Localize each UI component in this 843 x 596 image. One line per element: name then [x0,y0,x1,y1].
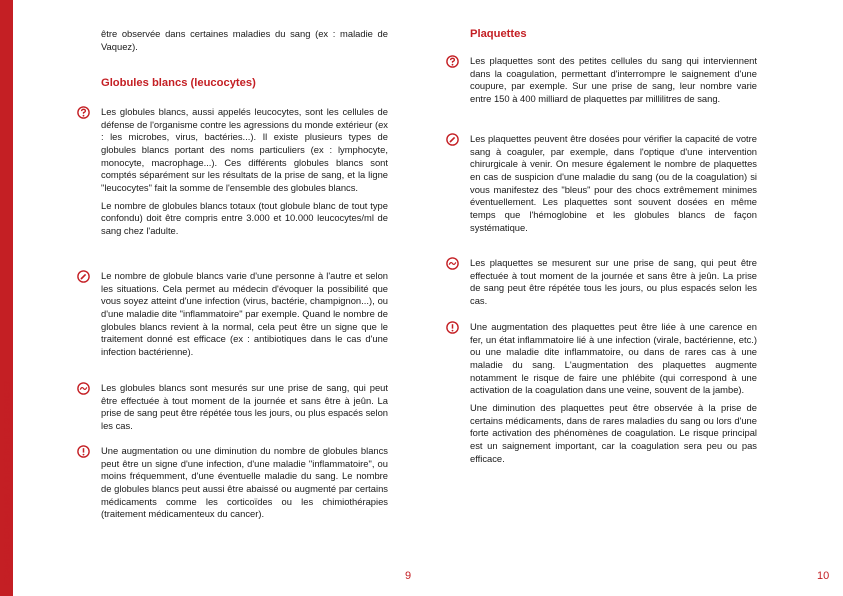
intro-paragraph: être observée dans certaines maladies du sang (ex : maladie de Vaquez). [101,28,388,52]
paragraph: Les plaquettes sont des petites cellules du sang qui interviennent dans la coagulation, permettant d'interrompre le saignement d'une coupure, par exemple. Sur une prise de sang, leur nombre varie entre 150 à 400 milliard de plaquettes par millilitres de sang. [470,55,757,104]
paragraph: Les plaquettes peuvent être dosées pour vérifier la capacité de votre sang à coaguler, par exemple, dans l'optique d'une intervention chirurgicale à venir. On mesure également le nombre de plaquettes en cas de suspicion d'une maladie du sang (ou de la coagulation) si vous manifestez des "bleus" pour des chocs extrêmement minimes éventuellement. Les plaquettes sont souvent dosées en même temps que l'hémoglobine et les globules blancs de façon systématique. [470,133,757,233]
block-definition [101,106,388,238]
page-number-right: 10 [817,570,830,582]
block-warning [101,445,388,521]
paragraph: Le nombre de globule blancs varie d'une personne à l'autre et selon les situations. Cela permet au médecin d'évoquer la possibilité que vous soyez atteint d'une infection (virus, bactérie, champignon...), ou d'une maladie dite "inflammatoire" par exemple. Quand le nombre de globules blancs revient à la normal, cela peut être un signe que le traitement donné est efficace (ex : antibiotiques dans le cas d'une infection bactérienne). [101,270,388,357]
block-interpretation [101,270,388,359]
wave-icon [77,382,90,395]
wave-icon [446,257,459,270]
block-measurement [101,382,388,433]
page-number-left: 9 [405,570,412,582]
block-interpretation [470,133,757,234]
paragraph: Une augmentation des plaquettes peut être liée à une carence en fer, un état inflammatoire lié à une infection (virale, bactérienne, etc.) ou une maladie dite inflammatoire, ou dans de rares cas à une maladie du sang. L'augmentation des plaquettes augmente notamment le risque de faire une phlébite (qui correspond à une activation de la coagulation dans une veine, souvent de la jambe). [470,321,757,396]
block-definition [470,55,757,106]
question-icon [446,55,459,68]
paragraph: Le nombre de globules blancs totaux (tout globule blanc de tout type confondu) doit être compris entre 3.000 et 10.000 leucocytes/ml de sang chez l'adulte. [101,199,388,236]
pencil-icon [446,133,459,146]
block-measurement [470,257,757,308]
pencil-icon [77,270,90,283]
warning-icon [77,445,90,458]
paragraph: Les plaquettes se mesurent sur une prise de sang, qui peut être effectuée à tout moment de la journée et sans être à jeûn. La prise de sang peut être répétée tous les jours, ou plus espacés selon les cas. [470,257,757,306]
paragraph: Les globules blancs sont mesurés sur une prise de sang, qui peut être effectuée à tout moment de la journée et sans être à jeûn. La prise de sang peut être répétée tous les jours, ou plus espacés selon les cas. [101,382,388,431]
section-side-label: EXAMENS COMMUNS À DIFFÉRENTS SERVICES [2,380,12,585]
question-icon [77,106,90,119]
warning-icon [446,321,459,334]
block-warning [470,321,757,465]
heading-globules-blancs: Globules blancs (leucocytes) [101,77,256,89]
heading-plaquettes: Plaquettes [470,28,527,40]
paragraph: Une diminution des plaquettes peut être observée à la prise de certains médicaments, dans de rares maladies du sang ou lors d'une forte activation des phénomènes de coagulation. Le risque principal est un saignement important, car la coagulation sera peu ou pas efficace. [470,401,757,464]
paragraph: Une augmentation ou une diminution du nombre de globules blancs peut être un signe d'une infection, d'une maladie "inflammatoire", ou moins fréquemment, d'une éventuelle maladie du sang. Le nombre de globules blancs peut aussi être abaissé ou augmenté par certains médicaments comme les corticoïdes ou les chimiothérapies (traitement médicamenteux du cancer). [101,445,388,520]
paragraph: Les globules blancs, aussi appelés leucocytes, sont les cellules de défense de l'organisme contre les agressions du monde extérieur (ex : les microbes, virus, bactéries...). Il existe plusieurs types de globules blancs portant des noms particuliers (ex : lymphocyte, monocyte, macrophage...). Ces différents globules blancs sont comptés séparément sur les résultats de la prise de sang, et la ligne "leucocytes" fait la somme de l'ensemble des globules blancs. [101,106,388,193]
